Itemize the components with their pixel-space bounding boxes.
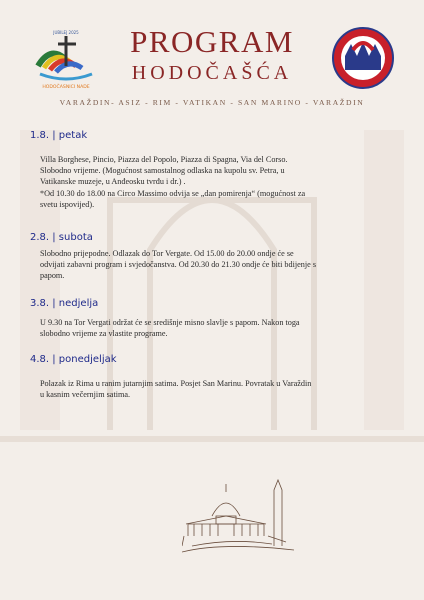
day-1-line: svetu ispovijed). <box>40 199 95 209</box>
st-peters-basilica-sketch-icon <box>182 476 294 560</box>
logo-left-top-text: JUBILEJ 2025 <box>53 30 79 35</box>
day-3-line: slobodno vrijeme za vlastite programe. <box>40 329 168 339</box>
header <box>0 0 424 110</box>
page-subtitle: HODOČAŠĆA <box>131 62 293 84</box>
day-text-3 <box>40 317 370 339</box>
day-text-4 <box>40 378 370 400</box>
day-1-line: Slobodno vrijeme. (Mogućnost samostalnog odlaska na kupolu sv. Petra, u <box>40 166 285 176</box>
logo-left-caption: HODOČASNICI NADE <box>42 85 90 90</box>
day-2-line: Slobodno prijepodne. Odlazak do Tor Vergate. Od 15.00 do 20.00 ondje će se <box>40 249 294 258</box>
day-heading-2: 2.8. | subota <box>30 232 93 243</box>
day-heading-4: 4.8. | ponedjeljak <box>30 354 117 365</box>
day-text-1 <box>40 154 370 210</box>
day-2-line: odvijati zabavni program i svjedočanstva. Od 20.30 do 21.30 ondje će biti bdijenje s <box>40 260 317 270</box>
day-heading-3: 3.8. | nedjelja <box>30 298 99 309</box>
day-3-line: U 9.30 na Tor Vergati održat će se središnje misno slavlje s papom. Nakon toga <box>40 318 300 327</box>
day-2-line: papom. <box>40 271 65 281</box>
day-1-line: *Od 10.30 do 18.00 na Circo Massimo odvija se „dan pomirenja“ (mogućnost za <box>40 188 306 198</box>
day-4-line: u kasnim večernjim satima. <box>40 390 131 400</box>
route-line: VARAŽDIN- ASIZ - RIM - VATIKAN - SAN MARINO - VARAŽDIN <box>59 98 365 107</box>
day-1-line: Vatikanske muzeje, u Anđeosku tvrđu i dr.) . <box>40 177 186 187</box>
day-1-line: Villa Borghese, Pincio, Piazza del Popolo, Piazza di Spagna, Via del Corso. <box>40 155 288 164</box>
day-heading-1: 1.8. | petak <box>30 130 88 141</box>
day-text-2 <box>40 248 370 282</box>
day-4-line: Polazak iz Rima u ranim jutarnjim satima. Posjet San Marinu. Povratak u Varaždin <box>40 379 312 388</box>
diocese-seal-icon <box>331 26 395 90</box>
page-title: PROGRAM <box>130 24 294 59</box>
decorative-band <box>0 436 424 442</box>
